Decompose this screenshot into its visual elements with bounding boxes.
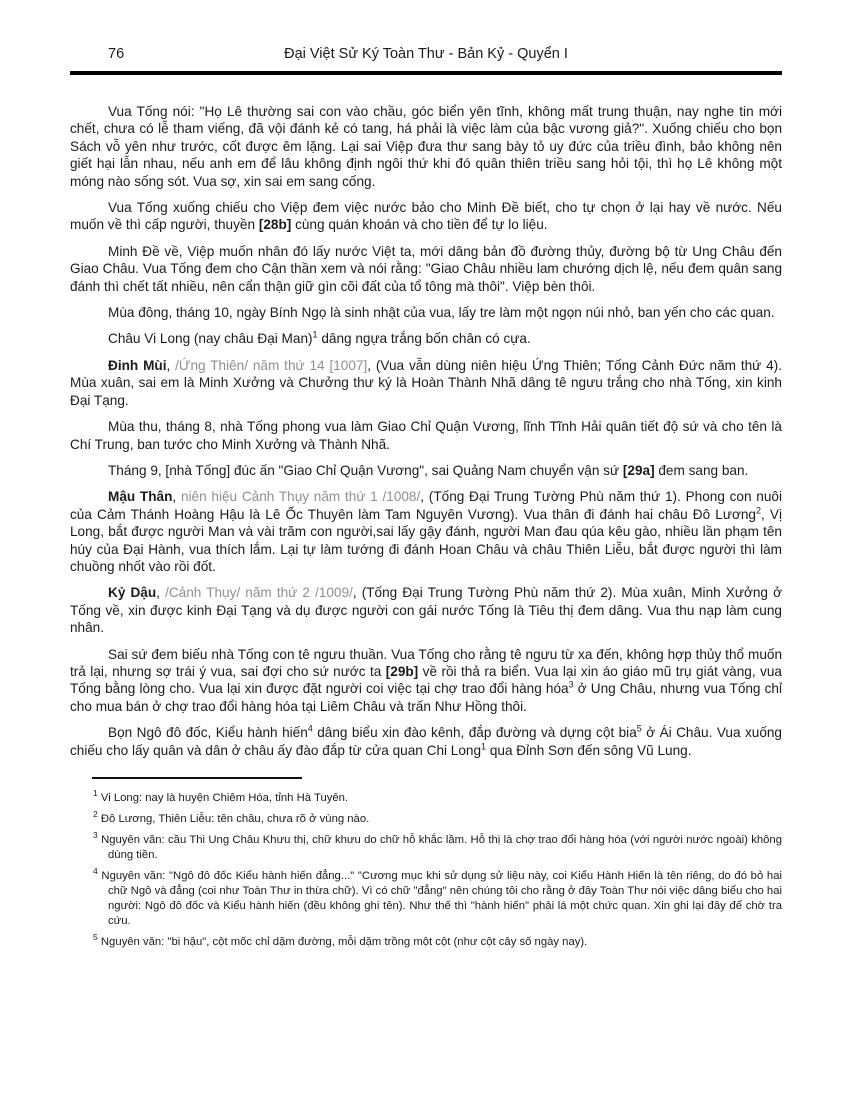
text-run: Bọn Ngô đô đốc, Kiểu hành hiến	[108, 725, 308, 741]
era-name: Kỷ Dậu	[108, 585, 157, 601]
paragraph	[70, 584, 782, 636]
text-run: dâng biểu xin đào kênh, đắp đường và dựng cột bia	[312, 725, 637, 741]
text-run: Vua Tống xuống chiếu cho Việp đem việc nước bảo cho Minh Đề biết, cho tự chọn ở lại hay về nước. Nếu muốn về thì cấp người, thuyền	[70, 200, 782, 233]
footnote-number: 5	[93, 932, 98, 943]
footnote	[70, 866, 782, 929]
folio-marker: [28b]	[258, 217, 292, 233]
footnote	[70, 809, 782, 827]
footnote-number: 3	[93, 830, 98, 841]
paragraph	[70, 103, 782, 190]
footnotes-section	[70, 788, 782, 950]
era-name: Mậu Thân	[108, 489, 173, 505]
footnote	[70, 788, 782, 806]
paragraph	[70, 488, 782, 575]
text-run: ở Ái Châu. Vua xuống chiếu cho lấy quân và dân ở châu ấy đào đắp từ cửa quan Chi Long	[70, 725, 782, 758]
footnote	[70, 932, 782, 950]
paragraph	[70, 646, 782, 716]
paragraph	[70, 462, 782, 479]
header-rule	[70, 71, 782, 75]
footnote-number: 4	[93, 866, 98, 877]
footnote-number: 2	[93, 809, 98, 820]
text-run: ,	[172, 489, 181, 505]
text-run: Sai sứ đem biếu nhà Tống con tê ngưu thuần. Vua Tống cho rằng tê ngưu từ xa đến, không hợp thủy thổ muốn trả lại, nhưng sợ trái ý vua, sai đợi cho sứ nước ta	[70, 646, 782, 679]
paragraph	[70, 418, 782, 453]
footnote-text: Nguyên văn: "Ngô đô đốc Kiểu hành hiến đẳng..." "Cương mục khi sử dụng sử liệu này, coi Kiểu Hành Hiến là tên riêng, do đó bỏ hai chữ Ngô và đẳng (coi như Toàn Thư in thừa chữ). Vì có chữ "đẳng" nên chúng tôi cho rằng ở đây Toàn Thư nói việc dâng biểu cho hai người: Ngô đô đốc và Kiểu hành hiến (đều không ghi tên). Như thế thì "hành hiến" phải lá một chức quan. Xin ghi lại đây để chờ tra cứu.	[97, 870, 782, 927]
footnote	[70, 830, 782, 863]
footnote-ref: 2	[756, 505, 762, 516]
footnote-separator	[92, 777, 302, 779]
paragraph	[70, 243, 782, 295]
text-run: Mùa thu, tháng 8, nhà Tống phong vua làm Giao Chỉ Quận Vương, lĩnh Tĩnh Hải quân tiết độ sứ và cho tên là Chí Trung, ban tước cho Minh Xưởng và Thành Nhã.	[70, 419, 782, 452]
footnote-ref: 4	[307, 723, 313, 734]
text-run: Châu Vi Long (nay châu Đại Man)	[108, 331, 313, 347]
running-title: Đại Việt Sử Ký Toàn Thư - Bản Kỷ - Quyển I	[284, 46, 568, 62]
text-run: Mùa đông, tháng 10, ngày Bính Ngọ là sinh nhật của vua, lấy tre làm một ngọn núi nhỏ, ban yến cho các quan.	[108, 305, 775, 321]
folio-marker: [29b]	[385, 663, 419, 679]
footnote-number: 1	[93, 788, 98, 799]
text-run: qua Đỉnh Sơn đến sông Vũ Lung.	[486, 742, 692, 758]
folio-marker: [29a]	[622, 462, 655, 478]
paragraph	[70, 304, 782, 321]
paragraph	[70, 357, 782, 409]
footnote-ref: 3	[568, 679, 574, 690]
reign-year-note: /Cảnh Thụy/ năm thứ 2 /1009/	[165, 585, 353, 601]
footnote-text: Nguyên văn: "bi hậu", cột mốc chỉ dặm đường, mỗi dặm trồng một cột (như cột cây số ngày nay).	[97, 936, 588, 948]
text-run: cùng quán khoán và cho tiền để tự lo liệu.	[291, 217, 548, 233]
page-number: 76	[108, 46, 125, 62]
footnote-text: Vi Long: nay là huyện Chiêm Hóa, tỉnh Hà Tuyên.	[97, 792, 349, 804]
footnote-text: Đô Lương, Thiên Liễu: tên châu, chưa rõ ở vùng nào.	[97, 813, 370, 825]
paragraph	[70, 199, 782, 234]
footnote-ref: 1	[481, 741, 487, 752]
footnote-text: Nguyên văn: cầu Thi Ung Châu Khưu thị, chữ khưu do chữ hỗ khắc lầm. Hỗ thị là chợ trao đổi hàng hóa (với người nước ngoài) không dùng tiền.	[97, 834, 782, 861]
footnote-ref: 5	[636, 723, 642, 734]
body-paragraphs	[70, 103, 782, 759]
paragraph	[70, 724, 782, 759]
text-run: đem sang ban.	[654, 462, 749, 478]
footnote-ref: 1	[312, 329, 318, 340]
page-header	[70, 46, 782, 66]
text-run: , (Vua vẫn dùng niên hiệu Ứng Thiên; Tống Cảnh Đức năm thứ 4). Mùa xuân, sai em là Minh Xưởng và Chưởng thư ký là Hoàn Thành Nhã dâng tê ngưu trắng cho nhà Tống, xin kinh Đại Tạng.	[70, 357, 782, 408]
reign-year-note: /Ứng Thiên/ năm thứ 14 [1007]	[175, 357, 368, 373]
text-run: ,	[156, 585, 166, 601]
text-run: Tháng 9, [nhà Tống] đúc ấn "Giao Chỉ Quận Vương", sai Quảng Nam chuyển vận sứ	[108, 462, 623, 478]
era-name: Đinh Mùi	[108, 357, 167, 373]
text-run: về rồi thả ra biển. Vua lại xin áo giáo mũ trụ giát vàng, vua Tống bằng lòng cho. Vua lại xin được đặt người coi việc tại chợ trao đổi hàng hóa	[70, 663, 782, 697]
text-run: , (Tống Đại Trung Tường Phù năm thứ 1). Phong con nuôi của Cảm Thánh Hoàng Hậu là Lê Ốc Thuyên làm Tam Nguyên Vương). Vua thân đi đánh hai châu Đô Lương	[70, 489, 782, 522]
text-run: Vua Tống nói: "Họ Lê thường sai con vào chầu, góc biển yên tĩnh, không mất trung thuận, nay nghe tin mới chết, chưa có lễ tham viếng, đã vội đánh kẻ có tang, há phải là việc làm của bậc vương giả?". Xuống chiếu cho bọn Sách vỗ yên như trước, cốt được êm lặng. Lại sai Việp đưa thư sang bày tỏ uy đức của triều đình, bảo không nên giết hại lẫn nhau, nếu anh em để lâu không định ngôi thứ khi đó quân thiên triều sang hỏi tội, thì họ Lê không một móng nào sống sót. Vua sợ, xin sai em sang cống.	[70, 104, 782, 189]
text-run: ,	[166, 357, 176, 373]
text-run: Minh Đề về, Việp muốn nhân đó lấy nước Việt ta, mới dâng bản đồ đường thủy, đường bộ từ Ung Châu đến Giao Châu. Vua Tống đem cho Cận thần xem và nói rằng: "Giao Châu nhiều lam chướng dịch lệ, nếu đem quân sang đánh thì chết tất nhiều, nên cẩn thận giữ gìn cõi đất của tổ tông mà thôi". Việp bèn thôi.	[70, 243, 782, 294]
text-run: ở Ung Châu, nhưng vua Tống chỉ cho mua bán ở chợ trao đổi hàng hóa tại Liêm Châu và trấn Như Hồng thôi.	[70, 681, 783, 714]
text-run: , (Tống Đại Trung Tường Phù năm thứ 2). Mùa xuân, Minh Xưởng ở Tống về, xin được kinh Đại Tạng và dụ được người con gái nước Tống là Tiêu thị đem dâng. Vua thu nạp làm cung nhân.	[70, 585, 783, 636]
text-run: , Vị Long, bắt được người Man và vài trăm con người,sai lấy gậy đánh, người Man đau qúa kêu gào, nhiều lần phạm tên húy của Đại Hành, vua thích lắm. Lại tự làm tướng đi đánh Hoan Châu và châu Thiên Liễu, bắt được người thì làm chuồng nhốt vào rồi đốt.	[70, 506, 783, 574]
text-run: dâng ngựa trắng bốn chân có cựa.	[317, 331, 531, 347]
paragraph	[70, 330, 782, 347]
reign-year-note: niên hiệu Cảnh Thụy năm thứ 1 /1008/	[180, 489, 421, 505]
